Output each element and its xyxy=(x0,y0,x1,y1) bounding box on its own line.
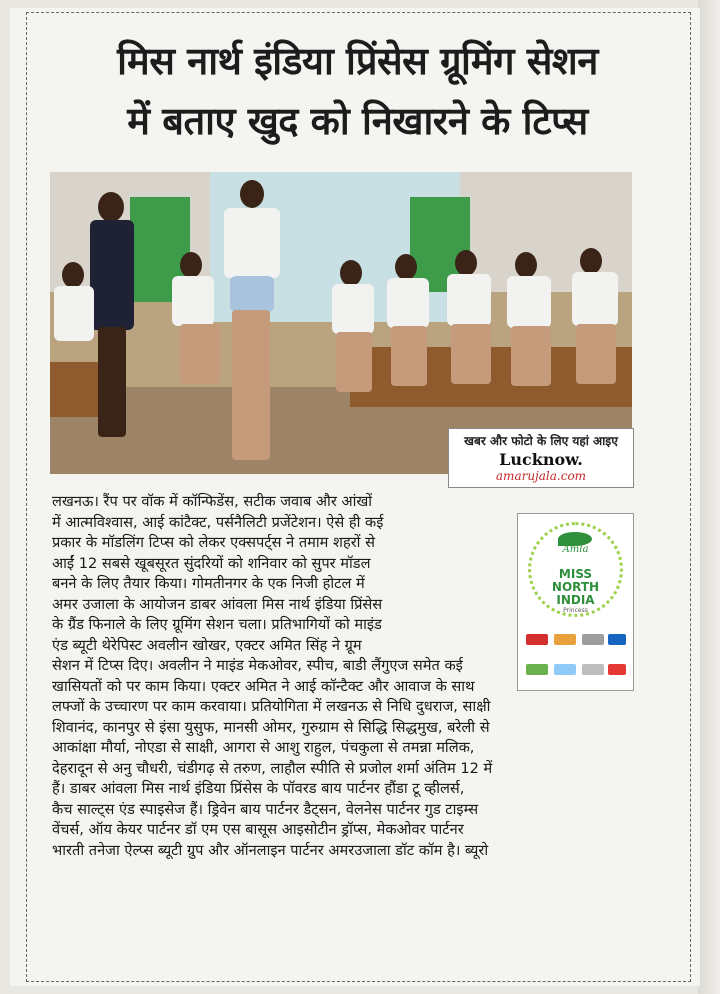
sponsor-logo xyxy=(554,664,576,675)
article-line: खासियतों को पर काम किया। एक्टर अमित ने आई कॉन्टैक्ट और आवाज के साथ xyxy=(52,677,475,695)
article-line: के ग्रैंड फिनाले के लिए ग्रूमिंग सेशन चला। प्रतिभागियों को माइंड xyxy=(52,616,382,633)
promo-text: खबर और फोटो के लिए यहां आइए xyxy=(464,434,618,448)
article-line: वेंचर्स, ऑय केयर पार्टनर डॉ एम एस बासूस आइसोटीन ड्रॉप्स, मेकओवर पार्टनर xyxy=(52,821,464,838)
article-line: हैं। डाबर आंवला मिस नार्थ इंडिया प्रिंसेस के पॉवरड बाय पार्टनर हौंडा टू व्हीलर्स, xyxy=(52,780,465,797)
promo-city: Lucknow. xyxy=(499,450,583,469)
sponsor-logo xyxy=(582,634,604,645)
article-line: बनने के लिए तैयार किया। गोमतीनगर के एक निजी होटल में xyxy=(52,575,365,592)
headline-line-2: में बताए खुद को निखारने के टिप्स xyxy=(127,99,588,143)
logo-title-line: MISS xyxy=(558,567,593,581)
article-line: एंड ब्यूटी थेरेपिस्ट अवलीन खोखर, एक्टर अमित सिंह ने ग्रूम xyxy=(52,636,362,654)
article-line: देहरादून से अनु चौधरी, चंडीगढ़ से तरुण, लाहौल स्पीति से प्रजोल शर्मा अंतिम 12 में xyxy=(52,759,493,777)
article-line: प्रकार के मॉडलिंग टिप्स को लेकर एक्सपर्ट्स ने तमाम शहरों से xyxy=(52,534,375,551)
logo-subtitle: Princess xyxy=(563,607,588,614)
article-line: शिवानंद, कानपुर से इंसा युसुफ, मानसी ओमर, गुरुग्राम से सिद्धि सिद्धमुख, बरेली से xyxy=(52,718,490,736)
sponsor-logo xyxy=(608,634,626,645)
event-logo xyxy=(517,513,634,691)
sponsor-logo xyxy=(526,634,548,645)
article-line: सेशन में टिप्स दिए। अवलीन ने माइंड मेकओवर, स्पीच, बाडी लैंगुएज समेत कई xyxy=(52,657,463,674)
sponsor-logo xyxy=(582,664,604,675)
background-edge xyxy=(698,0,720,994)
logo-brand: Amla xyxy=(562,544,589,555)
headline-line-1: मिस नार्थ इंडिया प्रिंसेस ग्रूमिंग सेशन xyxy=(117,39,598,83)
article-line: कैच साल्ट्स एंड स्पाइसेज हैं। ड्रिवेन बाय पार्टनर डैट्सन, वेलनेस पार्टनर गुड टाइम्स xyxy=(52,800,479,818)
logo-title xyxy=(518,568,633,607)
sponsor-logo xyxy=(608,664,626,675)
article-line: लफ्जों के उच्चारण पर काम करवाया। प्रतियोगिता में लखनऊ से निधि दुधराज, साक्षी xyxy=(52,698,491,715)
article-line: आईं 12 सबसे खूबसूरत सुंदरियों को शनिवार को सुपर मॉडल xyxy=(52,554,371,572)
logo-title-line: NORTH xyxy=(551,580,600,594)
website-promo-badge xyxy=(448,428,634,488)
sponsor-logo xyxy=(554,634,576,645)
article-line: अमर उजाला के आयोजन डाबर आंवला मिस नार्थ इंडिया प्रिंसेस xyxy=(52,595,383,613)
logo-title-line: INDIA xyxy=(556,593,595,607)
article-line: भारती तनेजा ऐल्प्स ब्यूटी ग्रुप और ऑनलाइन पार्टनर अमरउजाला डॉट कॉम है। ब्यूरो xyxy=(52,841,489,859)
article-line: में आत्मविश्वास, आई कांटैक्ट, पर्सनैलिटी प्रजेंटेशन। ऐसे ही कई xyxy=(52,513,384,531)
article-line: आकांक्षा मौर्या, नोएडा से साक्षी, आगरा से आशु राहुल, पंचकुला से तमन्ना मलिक, xyxy=(52,739,475,756)
article-line: लखनऊ। रैंप पर वॉक में कॉन्फिडेंस, सटीक जवाब और आंखों xyxy=(52,493,373,510)
sponsor-logo xyxy=(526,664,548,675)
promo-site: amarujala.com xyxy=(495,469,587,483)
